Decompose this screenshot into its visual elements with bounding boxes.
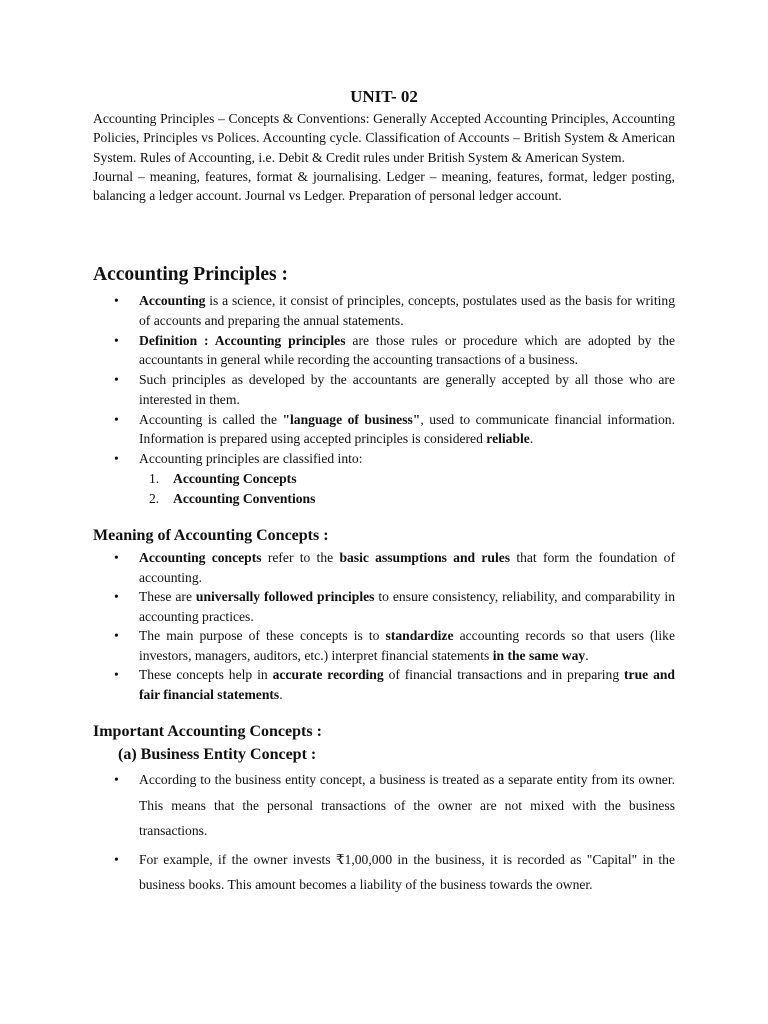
bullet-text: accounting records so that users (like investors, managers, auditors, etc.) interpret financial statements [139, 628, 675, 663]
important-concepts-heading: Important Accounting Concepts : [93, 723, 322, 740]
bold-term: Accounting concepts [139, 550, 262, 565]
list-item [93, 587, 675, 626]
bullet-text: Such principles as developed by the accountants are generally accepted by all those who are interested in them. [139, 372, 675, 407]
bullet-text: are those rules or procedure which are adopted by the accountants in general while recording the accounting transactions of a business. [139, 332, 675, 367]
meaning-section [93, 548, 675, 704]
bullet-text: . [529, 431, 534, 446]
list-item [93, 665, 675, 704]
business-entity-heading: (a) Business Entity Concept : [118, 746, 317, 763]
list-item [93, 548, 675, 587]
list-item [93, 370, 675, 409]
syllabus-paragraph-1: Accounting Principles – Concepts & Conventions: Generally Accepted Accounting Principles, Accounting Policies, Principles vs Polices. Accounting cycle. Classification of Accounts – British System & American System. Rules of Accounting, i.e. Debit & Credit rules under British System & American System. [93, 111, 675, 165]
bullet-text: These are [139, 589, 196, 604]
bullet-text: For example, if the owner invests ₹1,00,000 in the business, it is recorded as "Capital" in the business books. This amount becomes a liability of the business towards the owner. [139, 851, 675, 892]
bullet-text: . [585, 647, 589, 663]
list-item [93, 626, 675, 665]
bold-term: reliable [486, 431, 530, 446]
business-entity-section [93, 767, 675, 901]
classification-list [93, 469, 675, 509]
bullet-text: Accounting is called the [139, 411, 283, 427]
bold-term: universally followed principles [195, 589, 375, 604]
list-item [93, 847, 675, 898]
list-item [93, 331, 675, 370]
bold-term: accurate recording [272, 667, 384, 682]
syllabus-paragraph-2: Journal – meaning, features, format & journalising. Ledger – meaning, features, format, ledger posting, balancing a ledger account. Journal vs Ledger. Preparation of personal ledger account. [93, 168, 675, 204]
accounting-principles-heading: Accounting Principles : [93, 264, 288, 285]
list-number: 1. [149, 471, 160, 486]
list-item [93, 489, 675, 509]
classification-label: Accounting Conventions [173, 491, 316, 506]
unit-title: UNIT- 02 [350, 87, 418, 106]
bold-term: true and fair financial statements [139, 667, 675, 702]
classification-label: Accounting Concepts [173, 471, 297, 486]
bullet-text: refer to the [261, 550, 340, 565]
list-item [93, 767, 675, 844]
bold-term: Accounting [139, 293, 206, 308]
list-number: 2. [149, 491, 160, 506]
entity-bullet-list [93, 767, 675, 898]
bullet-text: to ensure consistency, reliability, and comparability in accounting practices. [139, 589, 675, 624]
bold-term: standardize [385, 628, 454, 643]
bullet-text: . [279, 686, 283, 702]
list-item [93, 469, 675, 489]
bold-term: in the same way [492, 647, 586, 663]
meaning-heading: Meaning of Accounting Concepts : [93, 527, 329, 544]
bullet-text: of financial transactions and in preparing [383, 667, 625, 682]
principles-bullet-list [93, 291, 675, 469]
list-item [93, 291, 675, 330]
bold-term: basic assumptions and rules [339, 550, 511, 565]
bullet-text: These concepts help in [139, 667, 273, 682]
meaning-bullet-list [93, 548, 675, 704]
bullet-text: is a science, it consist of principles, concepts, postulates used as the basis for writing of accounts and preparing the annual statements. [139, 293, 675, 328]
list-item [93, 410, 675, 449]
bold-term: Definition : Accounting principles [139, 332, 346, 348]
bullet-text: Accounting principles are classified into: [139, 451, 363, 466]
syllabus-intro [93, 109, 675, 205]
bullet-text: The main purpose of these concepts is to [139, 628, 386, 643]
bullet-text: , used to communicate financial information. Information is prepared using accepted principles is considered [139, 411, 675, 446]
accounting-principles-section [93, 291, 675, 509]
list-item [93, 449, 675, 469]
bullet-text: that form the foundation of accounting. [139, 550, 675, 585]
bullet-text: According to the business entity concept, a business is treated as a separate entity from its owner. This means that the personal transactions of the owner are not mixed with the business transactions. [139, 772, 675, 838]
bold-term: "language of business" [282, 411, 421, 427]
